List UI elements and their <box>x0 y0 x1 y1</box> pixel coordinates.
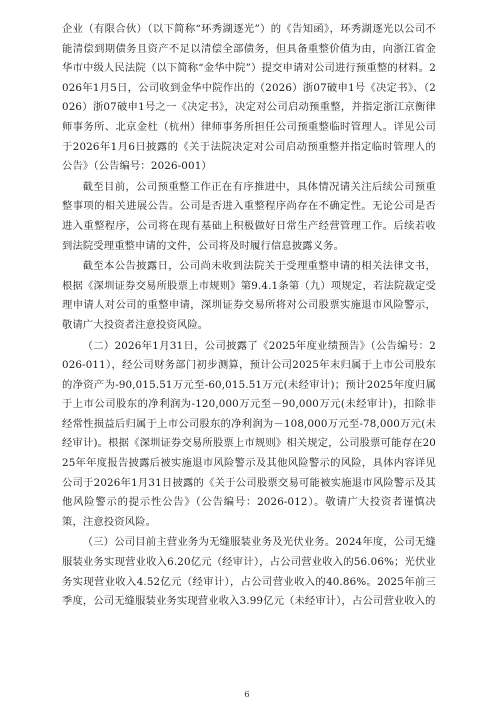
paragraph-main-business: （三）公司目前主营业务为无缝服装业务及光伏业务。2024年度，公司无缝服装业务实现营业收入6.20亿元（经审计），占公司营业收入的56.06%；光伏业务实现营业收入4.52亿元（经审计），占公司营业收入的40.86%。2025年前三季度，公司无缝服装业务实现营业收入3.99亿元（未经审计），占公司营业收入的 <box>62 536 436 608</box>
paragraph-performance-forecast: （二）2026年1月31日，公司披露了《2025年度业绩预告》（公告编号：2026-011），经公司财务部门初步测算，预计公司2025年末归属于上市公司股东的净资产为-90,015.51万元至-60,015.51万元(未经审计)；预计2025年度归属于上市公司股东的净利润为-120,000万元至－90,000万元(未经审计)，扣除非经常性损益后归属于上市公司股东的净利润为－108,000万元至-78,000万元(未经审计)。根据《深圳证券交易所股票上市规则》相关规定，公司股票可能存在2025年年度报告披露后被实施退市风险警示及其他风险警示的风险，具体内容详见公司于2026年1月31日披露的《关于公司股票交易可能被实施退市风险警示及其他风险警示的提示性公告》（公告编号：2026-012）。敬请广大投资者谨慎决策，注意投资风险。 <box>62 339 436 528</box>
paragraph-progress: 截至目前，公司预重整工作正在有序推进中，具体情况请关注后续公司预重整事项的相关进展公告。公司是否进入重整程序尚存在不确定性。无论公司是否进入重整程序，公司将在现有基础上积极做好日常生产经营管理工作。后续若收到法院受理重整申请的文件，公司将及时履行信息披露义务。 <box>62 180 436 252</box>
page-number: 6 <box>244 690 250 700</box>
paragraph-risk-warning: 截至本公告披露日，公司尚未收到法院关于受理重整申请的相关法律文书，根据《深圳证券交易所股票上市规则》第9.4.1条第（九）项规定，若法院裁定受理申请人对公司的重整申请，深圳证券交易所将对公司股票实施退市风险警示，敬请广大投资者注意投资风险。 <box>62 260 436 331</box>
paragraph-continued: 企业（有限合伙）（以下简称“环秀湖逐光”）的《告知函》，环秀湖逐光以公司不能清偿到期债务且资产不足以清偿全部债务，但具备重整价值为由，向浙江省金华市中级人民法院（以下简称“金华中院”）提交申请对公司进行预重整的材料。2026年1月5日，公司收到金华中院作出的（2026）浙07破申1号《决定书》、（2026）浙07破申1号之一《决定书》，决定对公司启动预重整，并指定浙江京衡律师事务所、北京金杜（杭州）律师事务所担任公司预重整临时管理人。详见公司于2026年1月6日披露的《关于法院决定对公司启动预重整并指定临时管理人的公告》（公告编号：2026-001） <box>62 23 436 173</box>
